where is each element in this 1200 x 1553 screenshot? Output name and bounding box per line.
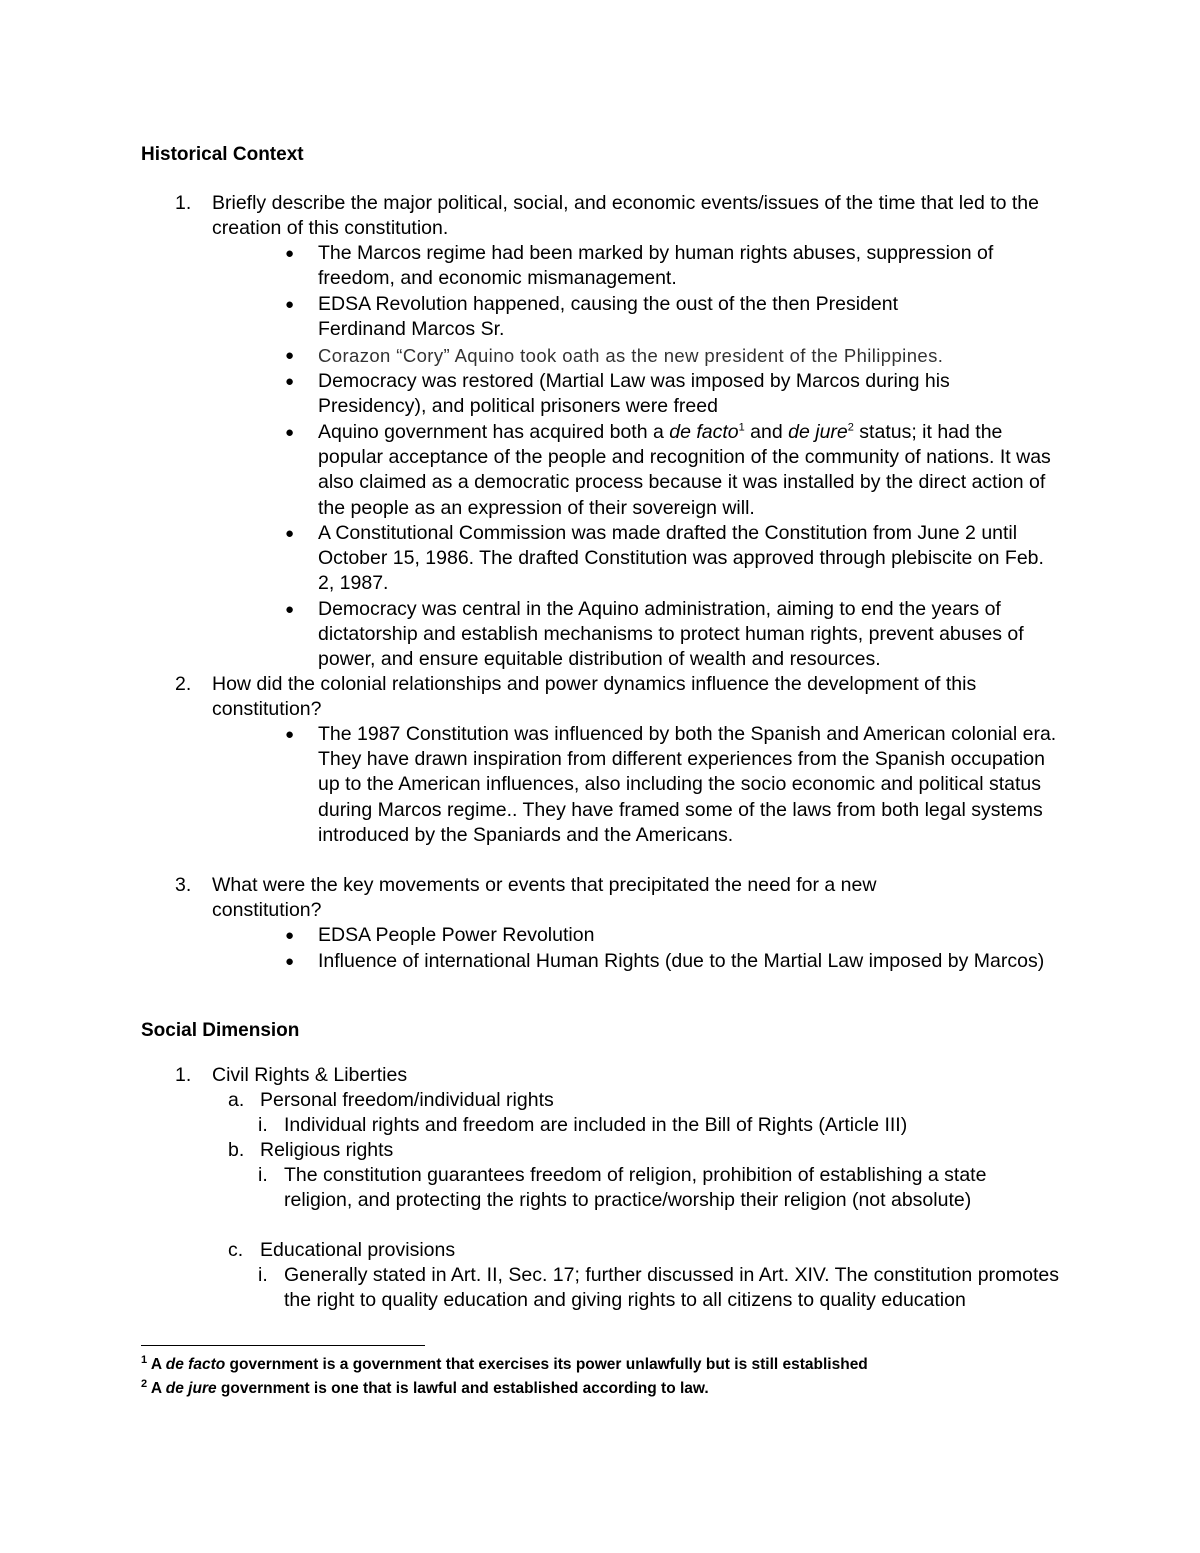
- q1-bullet-5-pre: Aquino government has acquired both a: [318, 421, 670, 443]
- section-title-historical-context: Historical Context: [141, 144, 304, 165]
- educational-provisions-item: Educational provisions: [260, 1239, 456, 1261]
- section-title-social-dimension: Social Dimension: [141, 1020, 300, 1041]
- list-number-1: 1.: [175, 1064, 192, 1086]
- list-letter-a: a.: [228, 1089, 245, 1111]
- q1-bullet-5-post: status; it had the popular acceptance of the people and recognition of the community of nations. It was also claimed as a democratic process because it was installed by the direct action of the people as an expression of their sovereign will.: [318, 421, 1051, 519]
- q1-bullet-3: Corazon “Cory” Aquino took oath as the new president of the Philippines.: [318, 345, 944, 366]
- q1-bullet-2: EDSA Revolution happened, causing the oust of the then President Ferdinand Marcos Sr.: [318, 293, 898, 341]
- footnote-2-number: 2: [141, 1377, 148, 1390]
- question-1-text: Briefly describe the major political, social, and economic events/issues of the time that led to the creation of this constitution.: [212, 192, 1039, 240]
- footnote-1-number: 1: [141, 1353, 148, 1366]
- list-roman-i: i.: [258, 1264, 268, 1286]
- q1-bullet-4: Democracy was restored (Martial Law was imposed by Marcos during his Presidency), and political prisoners were freed: [318, 370, 950, 418]
- q1-bullet-5: [318, 420, 1060, 521]
- footnote-2-pre: A: [147, 1380, 166, 1397]
- bullet-icon: ●: [285, 525, 295, 542]
- footnote-separator: [141, 1345, 425, 1346]
- footnote-ref-1[interactable]: 1: [738, 421, 745, 434]
- footnote-ref-2[interactable]: 2: [847, 421, 854, 434]
- q1-bullet-7: Democracy was central in the Aquino administration, aiming to end the years of dictatorship and establish mechanisms to protect human rights, prevent abuses of power, and ensure equitable distribution of wealth and resources.: [318, 598, 1024, 671]
- footnote-1-term: de facto: [165, 1356, 226, 1373]
- personal-freedom-item: Personal freedom/individual rights: [260, 1089, 554, 1111]
- term-de-jure: de jure: [788, 421, 848, 443]
- q1-bullet-6: A Constitutional Commission was made drafted the Constitution from June 2 until October 15, 1986. The drafted Constitution was approved through plebiscite on Feb. 2, 1987.: [318, 522, 1044, 595]
- q3-bullet-1: EDSA People Power Revolution: [318, 924, 595, 946]
- educational-provisions-detail: Generally stated in Art. II, Sec. 17; further discussed in Art. XIV. The constitution promotes the right to quality education and giving rights to all citizens to quality education: [284, 1264, 1059, 1312]
- footnote-2: [141, 1378, 709, 1400]
- q1-bullet-5-mid: and: [744, 421, 789, 443]
- bullet-icon: ●: [285, 424, 295, 441]
- bullet-icon: ●: [285, 953, 295, 970]
- footnote-1: [141, 1354, 868, 1376]
- religious-rights-detail: The constitution guarantees freedom of religion, prohibition of establishing a state religion, and protecting the rights to practice/worship their religion (not absolute): [284, 1164, 987, 1212]
- q2-bullet-1: The 1987 Constitution was influenced by both the Spanish and American colonial era. They have drawn inspiration from different experiences from the Spanish occupation up to the American influences, also including the socio economic and political status during Marcos regime.. They have framed some of the laws from both legal systems introduced by the Spaniards and the Americans.: [318, 723, 1057, 846]
- civil-rights-item: Civil Rights & Liberties: [212, 1064, 408, 1086]
- list-number-1: 1.: [175, 192, 192, 214]
- footnote-2-term: de jure: [165, 1380, 217, 1397]
- question-2-text: How did the colonial relationships and power dynamics influence the development of this constitution?: [212, 673, 977, 721]
- list-letter-c: c.: [228, 1239, 244, 1261]
- list-number-3: 3.: [175, 874, 192, 896]
- religious-rights-item: Religious rights: [260, 1139, 394, 1161]
- bullet-icon: ●: [285, 245, 295, 262]
- footnote-2-text: government is one that is lawful and established according to law.: [216, 1380, 709, 1397]
- list-number-2: 2.: [175, 673, 192, 695]
- footnote-1-pre: A: [147, 1356, 166, 1373]
- q1-bullet-1: The Marcos regime had been marked by human rights abuses, suppression of freedom, and economic mismanagement.: [318, 242, 994, 290]
- personal-freedom-detail: Individual rights and freedom are included in the Bill of Rights (Article III): [284, 1114, 908, 1136]
- list-roman-i: i.: [258, 1164, 268, 1186]
- bullet-icon: ●: [285, 373, 295, 390]
- bullet-icon: ●: [285, 347, 295, 364]
- footnote-1-text: government is a government that exercises its power unlawfully but is still established: [225, 1356, 868, 1373]
- bullet-icon: ●: [285, 927, 295, 944]
- list-letter-b: b.: [228, 1139, 245, 1161]
- bullet-icon: ●: [285, 726, 295, 743]
- bullet-icon: ●: [285, 601, 295, 618]
- bullet-icon: ●: [285, 296, 295, 313]
- question-3-text: What were the key movements or events that precipitated the need for a new constitution?: [212, 874, 877, 922]
- q3-bullet-2: Influence of international Human Rights (due to the Martial Law imposed by Marcos): [318, 950, 1045, 972]
- list-roman-i: i.: [258, 1114, 268, 1136]
- term-de-facto: de facto: [669, 421, 739, 443]
